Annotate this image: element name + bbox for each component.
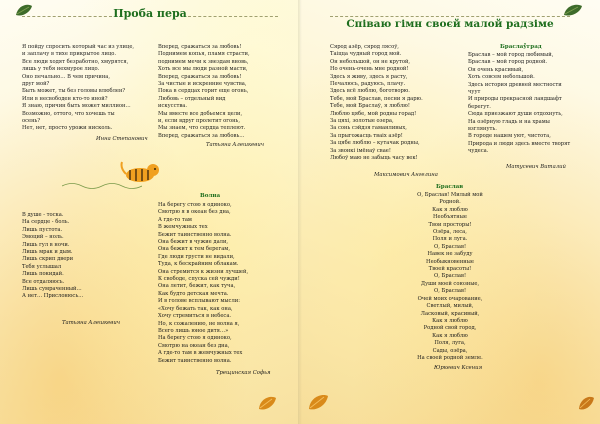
poem-tоska — [22, 212, 83, 301]
poem-author: Матусевич Виталий — [506, 164, 566, 170]
leaf-icon — [256, 394, 278, 412]
poem-line: За цябе люблю – кутачак родны, — [330, 140, 420, 147]
poem-line: Поднимем копья, пламя страсти, — [158, 51, 250, 58]
page-title-right: Співаю гімн своєй малой радзіме — [346, 18, 554, 30]
poem-line: О, Браслав! — [433, 273, 467, 280]
poem-line: Мы знаем, что сердца теплеют. — [158, 125, 246, 132]
poem-line: К свободе, спуска сей чужди! — [158, 276, 240, 283]
poem-line: Как я люблю — [432, 206, 468, 213]
poem-line: и заплачу в тихе прикрытое лицо. — [22, 51, 117, 58]
poem-innа-stepanovich — [22, 44, 134, 133]
poem-line: На своей родной земле. — [417, 354, 483, 361]
poem-line: Мы вместе все добьемся цели, — [158, 110, 243, 117]
poem-line: Здесь история древней местности — [468, 81, 562, 88]
poem-line: Бежит таинственно волна. — [158, 357, 232, 364]
poem-line: Хоть совсем небольшой. — [468, 74, 535, 81]
poem-line: Где люди грусти не видали, — [158, 253, 235, 260]
poem-line: Навек не забуду — [427, 251, 473, 258]
poem-line: Хочу стремиться в небеса. — [158, 313, 232, 320]
poem-line: За чистые и искренние чувства, — [158, 81, 247, 88]
poem-line: берегут. — [468, 103, 491, 110]
poem-line: Я знаю, причин быть может миллион… — [22, 103, 131, 110]
poem-line: Эмоций – ноль. — [22, 234, 64, 241]
poem-line: Тебе, мой Браслав, песни я дарю. — [330, 95, 423, 102]
poem-line: Озёра, леса, — [433, 229, 467, 236]
poem-line: Любоў маю не забыць часу век! — [330, 155, 418, 162]
poem-line: Всего лишь юное дитя…» — [158, 327, 229, 334]
poem-line: Лишь покидай. — [22, 271, 64, 278]
poem-line: Люблю цябе, мой родны горад! — [330, 110, 417, 117]
poem-line: Вперед, сражаться за любовь! — [158, 44, 242, 50]
poem-line: Здесь я живу, здесь я расту, — [330, 73, 408, 80]
poem-line: Тебя услышал — [22, 263, 62, 270]
poem-line: осень? — [22, 118, 41, 125]
poem-vpered — [158, 44, 250, 140]
poem-line: взглянуть. — [468, 126, 497, 133]
poem-line: Он очень красивый, — [468, 66, 524, 73]
right-page — [300, 0, 600, 424]
poem-line: Очей моих очарование, — [417, 295, 483, 302]
poem-line: Смотрю я в океан без дна, — [158, 209, 231, 216]
poem-line: Тебе, мой Браслаў, я люблю! — [330, 103, 410, 110]
poem-line: Лишь сумраченный… — [22, 286, 82, 293]
poem-line: В жемчужных тех — [158, 224, 208, 231]
leaf-icon — [14, 3, 34, 17]
book-gutter — [298, 0, 302, 424]
poem-line: Поля, луга, — [434, 340, 466, 347]
poem-line: На берегу стою я одиноко, — [158, 202, 232, 208]
poem-line: За звонкі імёнаў свае! — [330, 147, 391, 154]
leaf-icon — [576, 394, 596, 412]
poem-line: Бежит таинственно волна. — [158, 231, 232, 238]
poem-line: поднимем мечи к звездам вновь, — [158, 58, 249, 65]
poem-line: А где-то там в жемчужных тех — [158, 350, 243, 357]
poem-line: и, если вдруг пролетит огонь, — [158, 118, 240, 125]
poem-line: Хоть все мы люди разной масти, — [158, 66, 248, 73]
poem-line: Браслав – мой город любимый, — [468, 52, 554, 58]
poem-syarod-azyor — [330, 44, 423, 163]
poem-line: На берегу стою я одиноко, — [158, 335, 232, 342]
poem-line: О, Браслав! — [433, 288, 467, 295]
poem-line: Пока в сердцах горит еще огонь, — [158, 88, 249, 95]
poem-line: Лишь мрак и дым. — [22, 249, 73, 256]
poem-line: Лишь гул в ночи. — [22, 241, 70, 248]
poem-line: Нет, нет, просто урожи нисколь. — [22, 125, 113, 132]
poem-line: Любовь – отдельный вид — [158, 95, 226, 102]
poem-line: Браслав – мой город родной. — [468, 59, 548, 66]
poem-line: Поля и луга. — [432, 236, 468, 243]
poem-line: Светлый, милый, — [426, 303, 474, 310]
poem-line: Родной. — [439, 199, 461, 206]
poem-line: Необыкновенные — [426, 258, 474, 265]
poem-line: За прыгожасць тваіх азёр! — [330, 132, 403, 139]
poem-author: Татьяна Алешкевич — [206, 142, 265, 148]
poem-line: Возможно, оттого, что хочешь ты — [22, 110, 115, 117]
poem-line: Вперед, сражаться за любовь! — [158, 73, 242, 80]
poem-line: лишь у тебя нехмурое лицо. — [22, 66, 100, 73]
poem-line: Лишь пустота. — [22, 226, 63, 233]
poem-line: Здесь всё люблю, боготворю. — [330, 88, 410, 95]
poem-line: Как будто детская мечта. — [158, 290, 229, 297]
poem-line: Ласковый, красивый, — [420, 310, 480, 317]
poem-line: Но очень-очень мне родной! — [330, 66, 409, 73]
leaf-icon — [306, 392, 330, 412]
poem-braslav — [390, 192, 510, 362]
poem-line: Смотрю на океан без дна, — [158, 342, 230, 349]
poem-line: Как я люблю — [432, 317, 468, 324]
tiger-icon — [120, 160, 162, 186]
poem-line: О, Браслав! Милый мой — [417, 192, 483, 198]
poem-line: Она бежит в чужие дали, — [158, 239, 229, 246]
poem-author: Максимович Ангелина — [374, 172, 438, 178]
poem-line: Родной свой город, — [423, 325, 477, 332]
poem-line: чуут — [468, 89, 481, 96]
poem-line: Но, к сожалению, не волна я, — [158, 320, 240, 327]
poem-line: Она стремится к жизни лучшей, — [158, 268, 249, 275]
poem-line: Я пойду спросить который час из улице, — [22, 44, 135, 50]
poem-line: На озёрную гладь и на храмы — [468, 118, 550, 125]
poem-line: А где-то там — [158, 216, 192, 223]
poem-line: И природы прекрасной ландшафт — [468, 96, 562, 103]
poem-line: Оно печально… В чем причина, — [22, 73, 111, 80]
poem-line: Все люди ходят безработно, хмурятся, — [22, 58, 129, 65]
poem-line: В городе нашем уют, чистота, — [468, 133, 551, 140]
poem-line: Таіцца чудный город мой. — [330, 51, 402, 58]
poem-line: За цяхі, золотые озера, — [330, 118, 394, 125]
page-title-left: Проба пера — [113, 7, 187, 20]
poem-title: Браслав — [436, 184, 464, 190]
poem-line: Быть может, ты без головы влюблен? — [22, 88, 126, 95]
poem-line: Души моей союзные, — [420, 280, 480, 287]
poem-line: Сюда приезжают души отдохнуть, — [468, 111, 563, 118]
poem-line: И в голове всплывают мысли: — [158, 298, 240, 305]
poem-line: Необъятные — [433, 214, 467, 221]
header-rule — [330, 16, 570, 17]
poem-line: Как я люблю — [432, 332, 468, 339]
poem-line: друг мой? — [22, 81, 50, 88]
poem-line: Она летит, бежит, как туча, — [158, 283, 236, 290]
poem-line: За сонь сэйдзя гаманливых, — [330, 125, 407, 132]
poem-line: Или в несвободен кто-то иной? — [22, 95, 108, 102]
poem-line: Сады, озёра, — [432, 347, 468, 354]
poem-line: А нет… Прислонюсь… — [22, 293, 84, 300]
poem-line: Все отдаляюсь. — [22, 278, 65, 285]
poem-author: Трещинская Софья — [216, 370, 271, 376]
poem-line: Печалюсь, радуюсь, плачу. — [330, 81, 406, 88]
poem-line: Вперед, сражаться за любовь… — [158, 132, 245, 139]
poem-line: искусства. — [158, 103, 187, 110]
poem-line: О, Браслав! — [433, 243, 467, 250]
poem-line: На сердце - боль. — [22, 219, 70, 226]
poem-line: В душе - тоска. — [22, 212, 64, 218]
poem-line: чудеса. — [468, 148, 489, 155]
poem-line: Она бежит к тем берегам, — [158, 246, 230, 253]
poem-braslavgrad — [468, 52, 570, 156]
poem-line: Туда, к бескрайним облакам. — [158, 261, 239, 268]
poem-line: Сярод азёр, сярод лясоў, — [330, 44, 399, 50]
poem-line: «Хочу бежать так, как она, — [158, 305, 233, 312]
poem-author: Инна Степанович — [96, 136, 148, 142]
poem-author: Татьяна Алешкевич — [62, 320, 121, 326]
poem-line: Лишь скрип двери — [22, 256, 74, 263]
poem-title: Волна — [200, 193, 221, 199]
poem-volna — [158, 202, 248, 365]
poem-line: Твоей красоты! — [428, 266, 472, 273]
poem-author: Юркевич Ксения — [434, 365, 483, 371]
poem-line: Твои просторы! — [428, 221, 472, 228]
poem-line: Он небольшой, он не крутой, — [330, 58, 411, 65]
leaf-icon — [562, 3, 584, 17]
poem-title: Браслаўград — [500, 44, 542, 50]
poem-line: Природа и люди здесь вместе творят — [468, 140, 571, 147]
